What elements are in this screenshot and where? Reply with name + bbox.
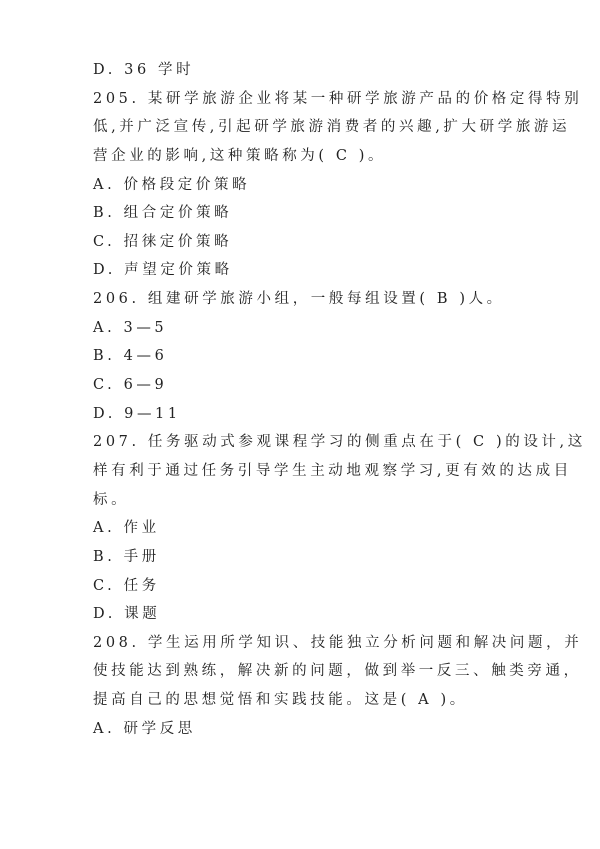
text-line: 样有利于通过任务引导学生主动地观察学习,更有效的达成目 [93,462,572,479]
text-line: 206. 组建研学旅游小组，一般每组设置( B )人。 [93,291,505,308]
text-line: D. 课题 [93,606,161,623]
text-line: 使技能达到熟练，解决新的问题，做到举一反三、触类旁通， [93,663,582,680]
text-line: C. 6—9 [93,377,168,394]
text-line: B. 组合定价策略 [93,205,233,222]
text-line: B. 手册 [93,548,160,565]
text-line: A. 价格段定价策略 [93,176,251,193]
text-line: A. 作业 [93,520,160,537]
text-line: 营企业的影响,这种策略称为( C )。 [93,147,387,164]
text-line: C. 任务 [93,577,160,594]
text-line: 207. 任务驱动式参观课程学习的侧重点在于( C )的设计,这 [93,434,586,451]
text-line: B. 4—6 [93,348,168,365]
text-line: 205. 某研学旅游企业将某一种研学旅游产品的价格定得特别 [93,90,583,107]
text-line: D. 声望定价策略 [93,262,233,279]
text-line: 标。 [93,491,130,508]
document-page [93,56,586,743]
text-line: C. 招徕定价策略 [93,233,233,250]
text-line: A. 研学反思 [93,720,196,737]
text-line: A. 3—5 [93,319,168,336]
text-line: 208. 学生运用所学知识、技能独立分析问题和解决问题，并 [93,634,583,651]
text-line: 低,并广泛宣传,引起研学旅游消费者的兴趣,扩大研学旅游运 [93,119,571,136]
text-line: 提高自己的思想觉悟和实践技能。这是( A )。 [93,692,468,709]
text-line: D. 36 学时 [93,62,195,78]
text-line: D. 9—11 [93,405,181,422]
